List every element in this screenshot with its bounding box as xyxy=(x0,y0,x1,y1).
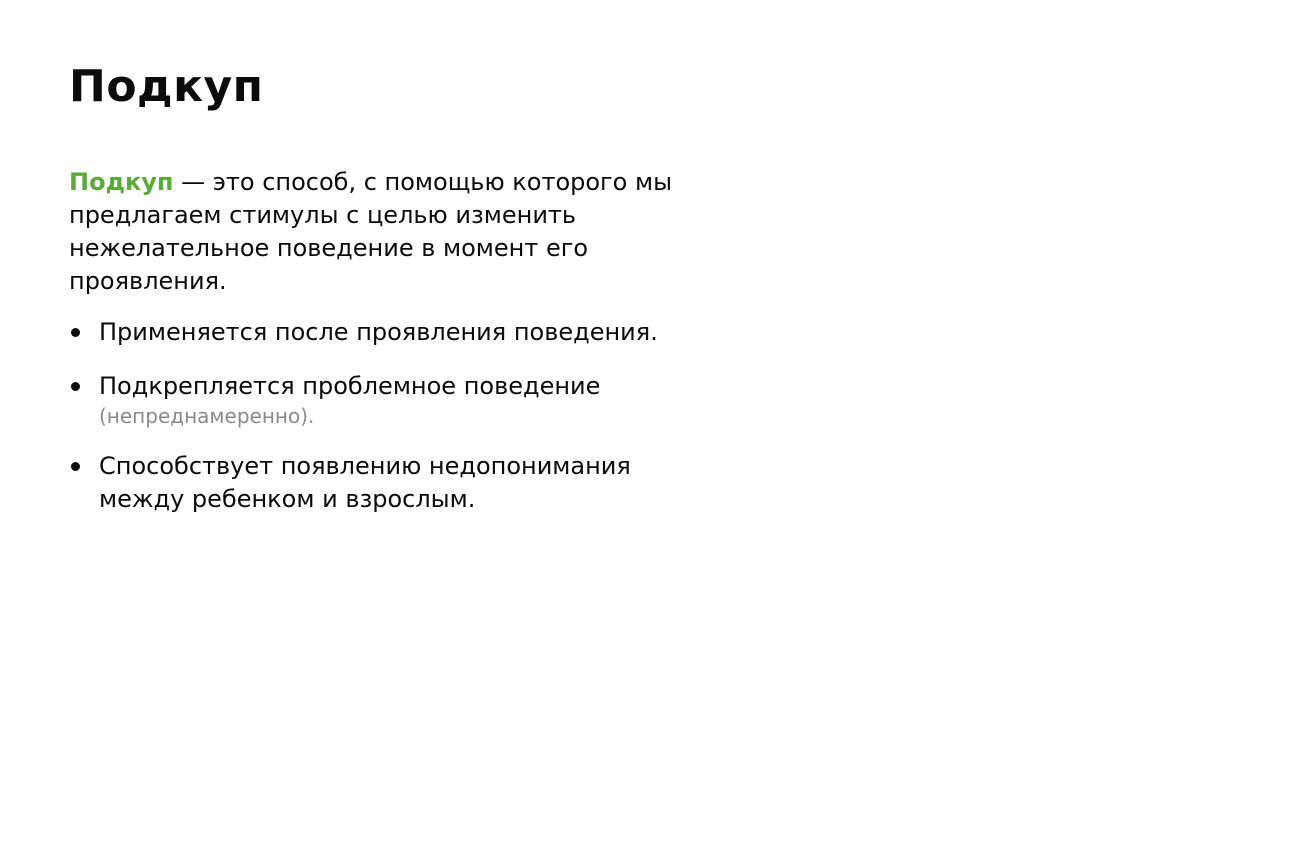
bullet-text: Подкрепляется проблемное поведение xyxy=(99,372,601,400)
bullet-note: (непреднамеренно). xyxy=(99,404,315,428)
slide-title: Подкуп xyxy=(69,61,264,112)
bullet-item xyxy=(69,370,709,429)
bullet-item xyxy=(69,316,709,349)
bullet-list xyxy=(69,316,709,516)
bullet-item xyxy=(69,450,709,516)
definition-term: Подкуп xyxy=(69,168,174,196)
bullet-dot-icon xyxy=(71,328,80,337)
bullet-dot-icon xyxy=(71,462,80,471)
bullet-text: Способствует появлению недопонимания между ребенком и взрослым. xyxy=(99,452,631,513)
definition-text: — это способ, с помощью которого мы предлагаем стимулы с целью изменить нежелательное поведение в момент его проявления. xyxy=(69,168,673,295)
bullet-text: Применяется после проявления поведения. xyxy=(99,318,658,346)
definition-paragraph xyxy=(69,166,709,298)
bullet-dot-icon xyxy=(71,382,80,391)
